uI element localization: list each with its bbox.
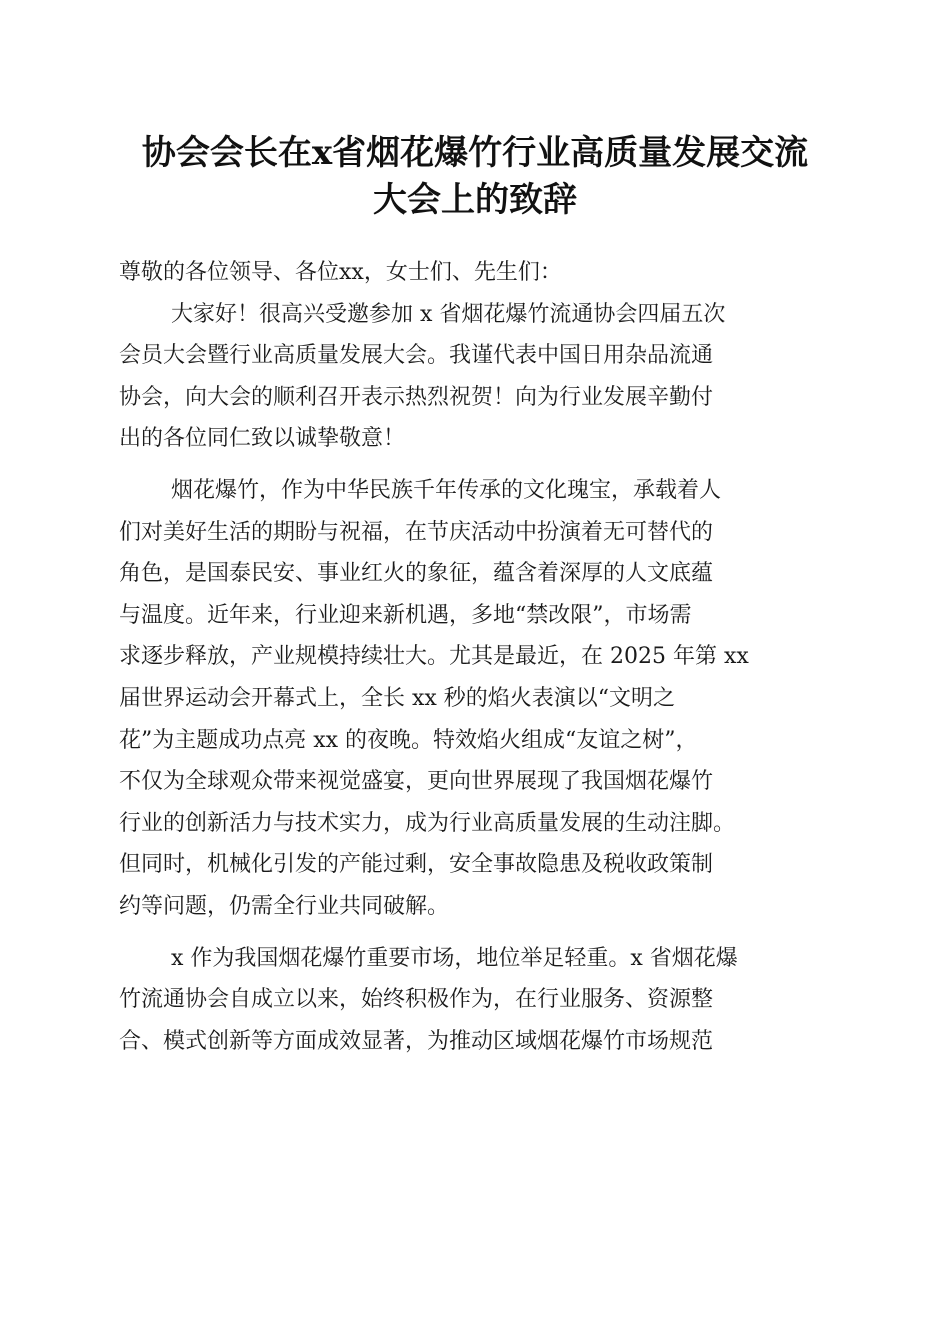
paragraph-2 [119,470,839,928]
paragraph-line: 出的各位同仁致以诚挚敬意！ [119,426,406,452]
paragraph-line: 角色，是国泰民安、事业红火的象征，蕴含着深厚的人文底蕴 [119,561,714,587]
paragraph-line: x 作为我国烟花爆竹重要市场，地位举足轻重。x 省烟花爆 [171,945,738,971]
paragraph-1 [119,294,839,460]
paragraph-line: 不仅为全球观众带来视觉盛宴，更向世界展现了我国烟花爆竹 [119,769,714,795]
paragraph-line: 行业的创新活力与技术实力，成为行业高质量发展的生动注脚。 [119,810,736,836]
paragraph-line: 协会，向大会的顺利召开表示热烈祝贺！向为行业发展辛勤付 [119,384,714,410]
paragraph-line: 与温度。近年来，行业迎来新机遇，多地“禁改限”，市场需 [119,602,692,628]
paragraph-line: 届世界运动会开幕式上，全长 xx 秒的焰火表演以“文明之 [119,685,676,711]
salutation: 尊敬的各位领导、各位xx，女士们、先生们： [119,260,562,285]
paragraph-line: 花”为主题成功点亮 xx 的夜晚。特效焰火组成“友谊之树”， [119,727,698,753]
title-line-1: 协会会长在x省烟花爆竹行业高质量发展交流 [141,133,809,173]
paragraph-line: 约等问题，仍需全行业共同破解。 [119,893,450,919]
paragraph-line: 们对美好生活的期盼与祝福，在节庆活动中扮演着无可替代的 [119,519,714,545]
paragraph-line: 合、模式创新等方面成效显著，为推动区域烟花爆竹市场规范 [119,1028,714,1054]
paragraph-line: 竹流通协会自成立以来，始终积极作为，在行业服务、资源整 [119,987,714,1013]
paragraph-line: 大家好！很高兴受邀参加 x 省烟花爆竹流通协会四届五次 [171,301,726,327]
document-title [100,130,850,224]
title-line-2: 大会上的致辞 [373,180,577,220]
document-body [119,252,839,1062]
paragraph-3 [119,938,839,1063]
paragraph-line: 会员大会暨行业高质量发展大会。我谨代表中国日用杂品流通 [119,343,714,369]
paragraph-line: 求逐步释放，产业规模持续壮大。尤其是最近，在 2025 年第 xx [119,644,749,670]
paragraph-line: 但同时，机械化引发的产能过剩，安全事故隐患及税收政策制 [119,852,714,878]
paragraph-line: 烟花爆竹，作为中华民族千年传承的文化瑰宝，承载着人 [171,477,722,503]
